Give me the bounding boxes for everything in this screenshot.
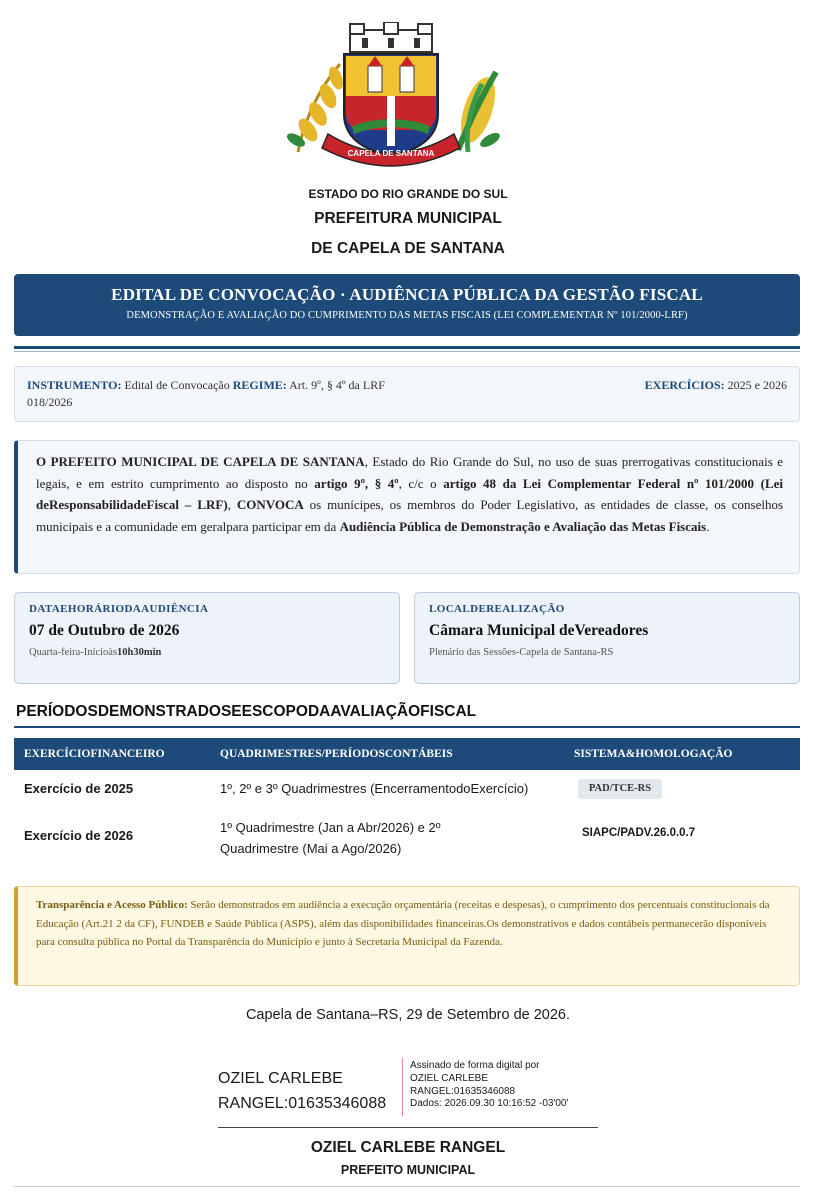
place-card-label: LOCALDEREALIZAÇÃO	[429, 603, 565, 615]
transparency-note: Transparência e Acesso Público: Serão demonstrados em audiência a execução orçamentária (receitas e despesas), o cumprimento dos percentuais constitucionais da Educação (Art.21 2 da CF), FUNDEB e Saúde Pública (ASPS), além das disponibilidades financeiras.Os demonstrativos e dados contábeis permanecerão disponíveis para consulta pública no Portal da Transparência do Município e junto à Secretaria Municipal da Fazenda.	[14, 886, 800, 986]
municipal-crest-logo	[268, 22, 514, 170]
state-name: ESTADO DO RIO GRANDE DO SUL	[308, 187, 508, 201]
mayor-name: OZIEL CARLEBE RANGEL	[310, 1139, 506, 1156]
document-subtitle: DEMONSTRAÇÃO E AVALIAÇÃO DO CUMPRIMENTO DAS METAS FISCAIS (LEI COMPLEMENTAR Nº 101/2000-LRF)	[126, 310, 688, 321]
footer-rule	[14, 1186, 800, 1187]
mayor-title: PREFEITO MUNICIPAL	[340, 1163, 476, 1177]
row-year: Exercício de 2026	[24, 828, 134, 843]
signer-name: OZIEL CARLEBE RANGEL:01635346088	[218, 1070, 387, 1112]
digital-signature-meta: Assinado de forma digital por OZIEL CARLEBE RANGEL:01635346088 Dados: 2026.09.30 10:16:52 -03'00'	[410, 1060, 569, 1110]
header-rule	[14, 346, 800, 349]
instrument-info-bar	[14, 366, 800, 422]
svg-text:CAPELA DE SANTANA: CAPELA DE SANTANA	[347, 149, 435, 158]
section-rule	[14, 726, 800, 728]
signature-line	[218, 1127, 598, 1128]
instrument-number: 018/2026	[27, 395, 73, 409]
city-name: DE CAPELA DE SANTANA	[311, 240, 505, 257]
row-periods: 1º, 2º e 3º Quadrimestres (EncerramentodoExercício)	[220, 781, 529, 796]
col-header-year: EXERCÍCIOFINANCEIRO	[24, 748, 165, 760]
table-header	[14, 738, 800, 770]
shield-icon	[344, 54, 438, 156]
title-banner	[14, 274, 800, 336]
venue-note: Plenário das Sessões-Capela de Santana-RS	[429, 647, 614, 658]
fiscal-years: EXERCÍCIOS: 2025 e 2026	[644, 378, 787, 392]
row-system: SIAPC/PADV.26.0.0.7	[582, 827, 696, 839]
convocation-paragraph: O PREFEITO MUNICIPAL DE CAPELA DE SANTANA, Estado do Rio Grande do Sul, no uso de suas prerrogativas constitucionais e legais, e em estrito cumprimento ao disposto no artigo 9º, § 4º, c/c o artigo 48 da Lei Complementar Federal nº 101/2000 (Lei deResponsabilidadeFiscal – LRF), CONVOCA os munícipes, os membros do Poder Legislativo, as entidades de classe, os conselhos municipais e a comunidade em geralpara participar em da Audiência Pública de Demonstração e Avaliação das Metas Fiscais.	[14, 440, 800, 574]
date-card-label: DATAEHORÁRIODAAUDIÊNCIA	[29, 603, 209, 615]
place-card	[414, 592, 800, 684]
section-title: PERÍODOSDEMONSTRADOSEESCOPODAAVALIAÇÃOFISCAL	[16, 703, 477, 720]
venue-name: Câmara Municipal deVereadores	[429, 622, 649, 639]
system-badge: PAD/TCE-RS	[578, 779, 662, 799]
signature-divider	[402, 1058, 403, 1116]
row-year: Exercício de 2025	[24, 781, 134, 796]
row-periods: 1º Quadrimestre (Jan a Abr/2026) e 2º Quadrimestre (Mai a Ago/2026)	[220, 820, 441, 856]
corn-right-icon	[454, 72, 502, 152]
date-card	[14, 592, 400, 684]
instrument-line: INSTRUMENTO: Edital de Convocação REGIME: Art. 9º, § 4º da LRF	[27, 378, 385, 392]
col-header-periods: QUADRIMESTRES/PERÍODOSCONTÁBEIS	[220, 748, 453, 760]
hearing-time-note: Quarta-feira-Inícioàs10h30min	[29, 647, 162, 658]
hearing-date: 07 de Outubro de 2026	[29, 622, 180, 639]
header-rule-thin	[14, 351, 800, 352]
col-header-system: SISTEMA&HOMOLOGAÇÃO	[574, 748, 733, 760]
place-and-date: Capela de Santana–RS, 29 de Setembro de 2026.	[245, 1007, 571, 1023]
document-title: EDITAL DE CONVOCAÇÃO · AUDIÊNCIA PÚBLICA DA GESTÃO FISCAL	[111, 285, 703, 304]
crown-icon	[350, 22, 432, 52]
office-name: PREFEITURA MUNICIPAL	[314, 210, 502, 227]
